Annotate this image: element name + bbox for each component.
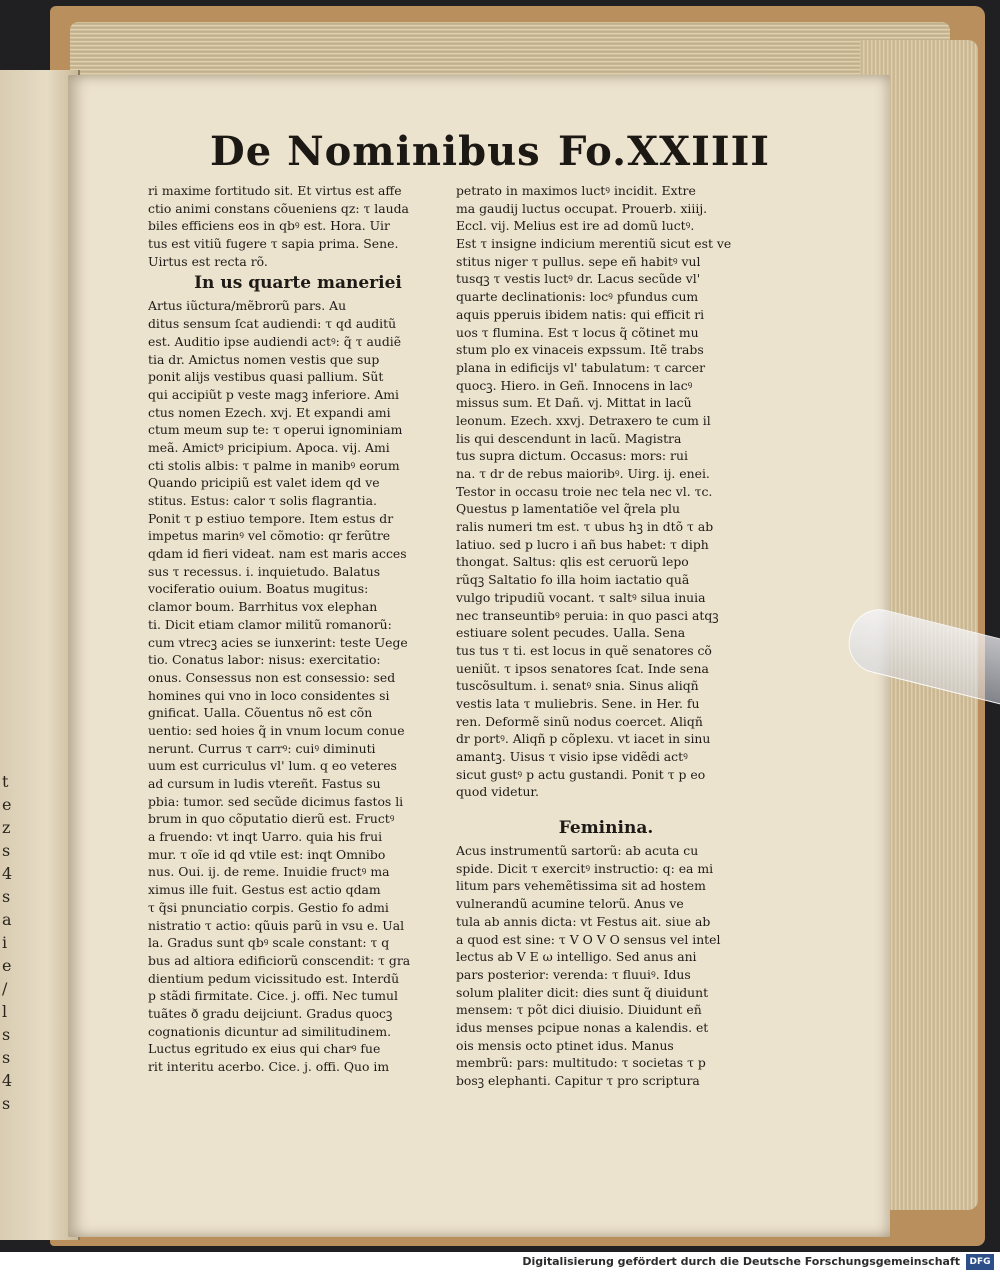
text-line: aquis pperuis ibidem natis: qui efficit ri xyxy=(456,306,705,322)
text-line: a quod est sine: τ V O V O sensus vel intel xyxy=(456,931,721,947)
text-line: nus. Oui. ij. de reme. Inuidie fructꝰ ma xyxy=(148,864,390,880)
dfg-logo: DFG xyxy=(966,1254,994,1270)
running-title: De Nominibus xyxy=(210,128,541,175)
text-line: qdam id fieri videat. nam est maris acces xyxy=(148,546,407,562)
text-line: tus supra dictum. Occasus: mors: rui xyxy=(456,448,688,464)
text-line: tio. Conatus labor: nisus: exercitatio: xyxy=(148,652,381,668)
text-line: ad cursum in ludis vtereñt. Fastus su xyxy=(148,776,381,791)
text-column-left xyxy=(148,182,448,1076)
text-line: latiuo. sed p lucro i añ bus habet: τ diph xyxy=(456,536,709,552)
edge-glyph: s xyxy=(2,841,11,860)
text-line: ctio animi constans cõueniens qz: τ lauda xyxy=(148,200,409,216)
text-line: mensem: τ põt dici diuisio. Diuidunt eñ xyxy=(456,1002,702,1018)
text-line: plana in edificijs vl' tabulatum: τ carcer xyxy=(456,359,705,375)
text-line: nerunt. Currus τ carrꝰ: cuiꝰ diminuti xyxy=(148,740,376,756)
text-line: tusqꝫ τ vestis luctꝰ dr. Lacus secũde vl' xyxy=(456,271,701,287)
text-line: leonum. Ezech. xxvj. Detraxero te cum il xyxy=(456,412,711,428)
text-line: ximus ille fuit. Gestus est actio qdam xyxy=(148,882,381,898)
text-line: ri maxime fortitudo sit. Et virtus est affe xyxy=(148,183,402,198)
edge-glyph: s xyxy=(2,1025,11,1044)
text-line: ma gaudij luctus occupat. Prouerb. xiiij. xyxy=(456,200,708,216)
edge-glyph: a xyxy=(2,910,12,929)
edge-glyph: i xyxy=(2,933,8,952)
text-line: tus est vitiũ fugere τ sapia prima. Sene. xyxy=(148,236,399,252)
text-line: litum pars vehemẽtissima sit ad hostem xyxy=(456,878,706,894)
text-line: sus τ recessus. i. inquietudo. Balatus xyxy=(148,563,381,579)
text-line: vociferatio ouium. Boatus mugitus: xyxy=(148,581,369,597)
text-line: uentio: sed hoies q̃ in vnum locum conue xyxy=(148,722,405,738)
text-line: est. Auditio ipse audiendi actꝰ: q̃ τ audiẽ xyxy=(148,333,402,349)
text-line: spide. Dicit τ exercitꝰ instructio: q: ea mi xyxy=(456,860,714,876)
edge-glyph: 4 xyxy=(2,864,13,883)
edge-glyph: l xyxy=(2,1002,8,1021)
text-line: cum vtrecꝫ acies se iunxerint: teste Uege xyxy=(148,634,408,650)
text-line: solum plaliter dicit: dies sunt q̃ diuidunt xyxy=(456,984,709,1000)
edge-glyph: 4 xyxy=(2,1071,13,1090)
text-line: Testor in occasu troie nec tela nec vl. τc. xyxy=(456,483,713,499)
text-column-right xyxy=(456,182,756,1090)
footer-bar xyxy=(0,1252,1000,1273)
text-line: tuscõsultum. i. senatꝰ snia. Sinus aliqñ xyxy=(456,678,699,694)
text-line: tia dr. Amictus nomen vestis que sup xyxy=(148,351,380,367)
text-line: stitus niger τ pullus. sepe eñ habitꝰ vul xyxy=(456,253,701,269)
text-line: vulgo tripudiũ vocant. τ saltꝰ silua inuia xyxy=(456,589,706,605)
text-line: τ q̃si pnunciatio corpis. Gestio fo admi xyxy=(148,899,389,915)
text-line: ponit alijs vestibus quasi pallium. Sũt xyxy=(148,369,384,385)
text-line: meã. Amictꝰ pricipium. Apoca. vij. Ami xyxy=(148,439,390,455)
edge-glyph: s xyxy=(2,887,11,906)
text-line: quod videtur. xyxy=(456,784,539,800)
text-line: vestis lata τ muliebris. Sene. in Her. fu xyxy=(456,695,700,711)
text-line: quarte declinationis: locꝰ pfundus cum xyxy=(456,289,699,305)
text-line: ditus sensum ſcat audiendi: τ qd auditũ xyxy=(148,316,397,332)
text-line: ctus nomen Ezech. xvj. Et expandi ami xyxy=(148,404,391,420)
text-line: Est τ insigne indicium merentiũ sicut est ve xyxy=(456,236,732,252)
left-page-glyphs xyxy=(2,770,16,1115)
text-line: onus. Consessus non est consessio: sed xyxy=(148,669,396,685)
text-line: gnificat. Ualla. Cõuentus nõ est cõn xyxy=(148,705,373,721)
text-line: nec transeuntibꝰ peruia: in quo pasci atqꝫ xyxy=(456,607,719,623)
edge-glyph: t xyxy=(2,772,9,791)
text-line: vulnerandũ acumine telorũ. Anus ve xyxy=(456,896,684,912)
text-line: a fruendo: vt inqt Uarro. quia his frui xyxy=(148,829,383,845)
edge-glyph: s xyxy=(2,1094,11,1113)
text-line: quocꝫ. Hiero. in Geñ. Innocens in lacꝰ xyxy=(456,377,693,393)
text-line: tus tus τ ti. est locus in quẽ senatores cõ xyxy=(456,642,712,658)
text-line: stum plo ex vinaceis expssum. Itẽ trabs xyxy=(456,342,704,358)
section-heading: In us quarte maneriei xyxy=(194,273,402,294)
text-line: brum in quo cõputatio dierũ est. Fructꝰ xyxy=(148,811,395,827)
text-line: Artus iũctura/mẽbrorũ pars. Au xyxy=(148,298,347,314)
text-line: ueniũt. τ ipsos senatores ſcat. Inde sena xyxy=(456,660,709,676)
text-line: bosꝫ elephanti. Capitur τ pro scriptura xyxy=(456,1073,700,1088)
text-line: biles efficiens eos in qbꝰ est. Hora. Uir xyxy=(148,218,390,234)
text-line: Ponit τ p estiuo tempore. Item estus dr xyxy=(148,510,394,526)
text-line: petrato in maximos luctꝰ incidit. Extre xyxy=(456,183,696,198)
text-line: dientium pedum vicissitudo est. Interdũ xyxy=(148,970,400,986)
folio-number: Fo.XXIIII xyxy=(557,128,770,175)
page-stack-top xyxy=(70,22,950,77)
text-line: sicut gustꝰ p actu gustandi. Ponit τ p eo xyxy=(456,766,706,782)
text-line: tuãtes ð gradu deijciunt. Gradus quocꝫ xyxy=(148,1005,393,1021)
paragraph-gap xyxy=(456,801,756,815)
text-line: clamor boum. Barrhitus vox elephan xyxy=(148,599,378,615)
text-line: nistratio τ actio: qũuis parũ in vsu e. Ual xyxy=(148,917,405,933)
text-line: cti stolis albis: τ palme in manibꝰ eorum xyxy=(148,457,400,473)
text-line: qui accipiũt p veste magꝫ inferiore. Ami xyxy=(148,386,399,402)
text-line: Luctus egritudo ex eius qui charꝰ fue xyxy=(148,1041,381,1057)
text-line: estiuare solent pecudes. Ualla. Sena xyxy=(456,625,686,641)
text-line: rit interitu acerbo. Cice. j. offi. Quo im xyxy=(148,1059,390,1074)
text-line: homines qui vno in loco considentes si xyxy=(148,687,390,703)
text-line: cognationis dicuntur ad similitudinem. xyxy=(148,1023,392,1039)
funding-credit: Digitalisierung gefördert durch die Deutsche Forschungsgemeinschaft xyxy=(522,1255,960,1268)
text-line: missus sum. Et Dañ. vj. Mittat in lacũ xyxy=(456,395,692,411)
text-line: uos τ flumina. Est τ locus q̃ cõtinet mu xyxy=(456,324,699,340)
text-line: bus ad altiora edificiorũ conscendit: τ gra xyxy=(148,952,411,968)
text-line: Quando pricipiũ est valet idem qd ve xyxy=(148,475,380,491)
text-line: p stãdi firmitate. Cice. j. offi. Nec tumul xyxy=(148,988,399,1004)
text-line: na. τ dr de rebus maioribꝰ. Uirg. ij. enei. xyxy=(456,466,710,481)
edge-glyph: e xyxy=(2,956,12,975)
text-line: ois mensis octo ptinet idus. Manus xyxy=(456,1037,674,1053)
text-line: rũqꝫ Saltatio fo illa hoim iactatio quã xyxy=(456,572,690,588)
text-line: uum est curriculus vl' lum. q eo veteres xyxy=(148,758,397,774)
text-line: lectus ab V E ω intelligo. Sed anus ani xyxy=(456,949,697,965)
text-line: thongat. Saltus: qlis est ceruorũ lepo xyxy=(456,554,689,570)
edge-glyph: z xyxy=(2,818,11,837)
text-line: pars posterior: verenda: τ fluuiꝰ. Idus xyxy=(456,966,691,982)
text-line: pbia: tumor. sed secũde dicimus fastos li xyxy=(148,793,404,809)
section-heading: Feminina. xyxy=(558,818,654,839)
edge-glyph: e xyxy=(2,795,12,814)
text-line: amantꝫ. Uisus τ visio ipse vidẽdi actꝰ xyxy=(456,749,688,764)
text-line: membrũ: pars: multitudo: τ societas τ p xyxy=(456,1055,706,1071)
text-line: la. Gradus sunt qbꝰ scale constant: τ q xyxy=(148,935,390,951)
text-line: stitus. Estus: calor τ solis flagrantia. xyxy=(148,493,377,508)
text-line: Questus p lamentatiõe vel q̃rela plu xyxy=(456,501,680,517)
edge-glyph: s xyxy=(2,1048,11,1067)
text-line: Uirtus est recta rõ. xyxy=(148,253,268,269)
text-line: Acus instrumentũ sartorũ: ab acuta cu xyxy=(456,843,699,859)
text-line: lis qui descendunt in lacũ. Magistra xyxy=(456,430,682,446)
running-head xyxy=(210,128,770,184)
text-line: mur. τ oĩe id qd vtile est: inqt Omnibo xyxy=(148,846,386,862)
text-line: ren. Deformẽ sinũ nodus coercet. Aliqñ xyxy=(456,713,703,729)
text-line: tula ab annis dicta: vt Festus ait. siue ab xyxy=(456,913,711,929)
text-line: dr portꝰ. Aliqñ p cõplexu. vt iacet in sinu xyxy=(456,731,711,747)
text-line: impetus marinꝰ vel cõmotio: qr ferũtre xyxy=(148,528,391,544)
text-line: ralis numeri tm est. τ ubus hꝫ in dtõ τ ab xyxy=(456,519,714,535)
text-line: ctum meum sup te: τ operui ignominiam xyxy=(148,422,403,438)
edge-glyph: / xyxy=(2,979,8,998)
text-line: ti. Dicit etiam clamor militũ romanorũ: xyxy=(148,616,392,632)
text-line: idus menses pcipue nonas a kalendis. et xyxy=(456,1019,709,1035)
text-line: Eccl. vij. Melius est ire ad domũ luctꝰ. xyxy=(456,218,695,234)
